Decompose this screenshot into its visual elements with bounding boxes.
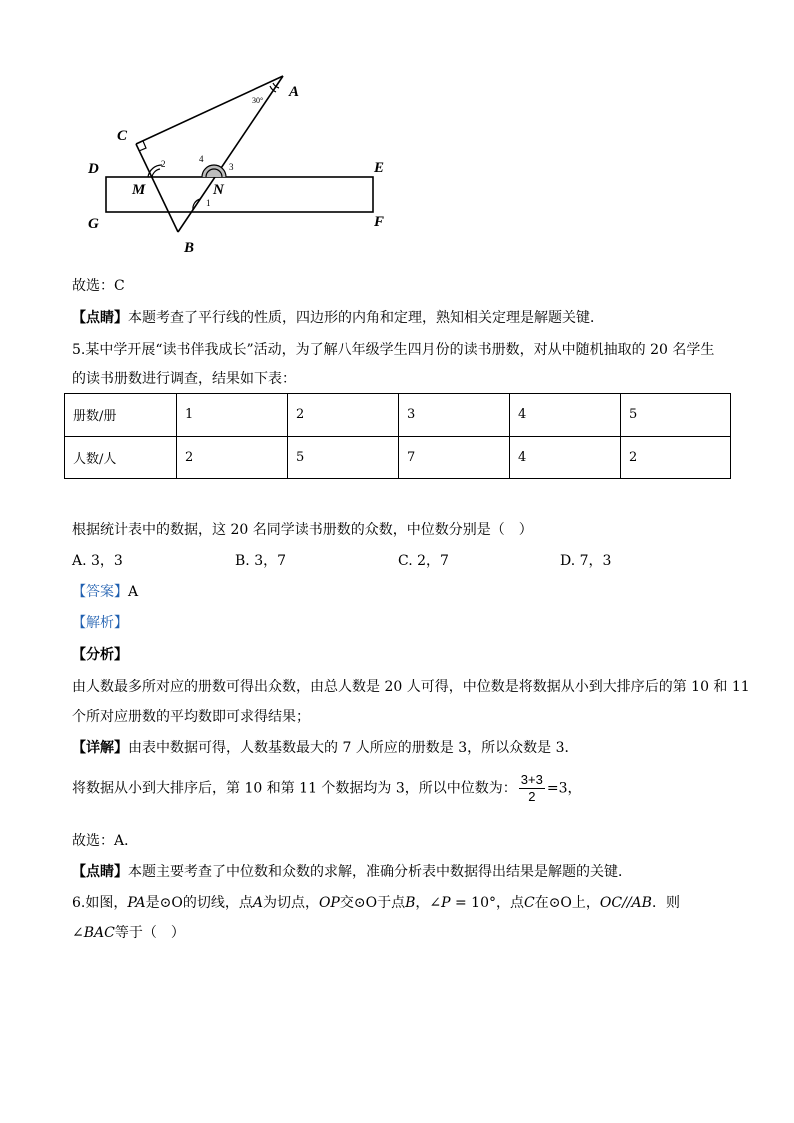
table-cell: 人数/人 [65, 436, 177, 479]
table-cell: 3 [399, 394, 510, 437]
table-cell: 4 [510, 394, 621, 437]
q5-comment-tag: 【点睛】 [72, 864, 128, 880]
q6-symbol: P [441, 895, 451, 911]
q6-text: 6.如图， [72, 895, 128, 911]
detail-tag: 【详解】 [72, 740, 128, 756]
label-d: D [88, 161, 99, 177]
q6-symbol: A [252, 895, 263, 911]
q6-symbol: C [523, 895, 535, 911]
fenxi-line1: 由人数最多所对应的册数可得出众数，由总人数是 20 人可得，中位数是将数据从小到大排序后的第 10 和 11 [72, 679, 750, 695]
table-cell: 7 [399, 436, 510, 479]
label-b: B [184, 240, 195, 256]
q5-stem-line2: 的读书册数进行调查，结果如下表： [72, 371, 296, 387]
q6-symbol: ⊙O [548, 895, 572, 911]
angle-arc-2-inner [152, 169, 160, 177]
median-result: =3， [546, 780, 582, 797]
table-row [65, 394, 731, 437]
label-m: M [132, 182, 146, 198]
q6-symbol: OP [318, 895, 340, 911]
label-f: F [374, 214, 385, 230]
table-cell: 2 [177, 436, 288, 479]
q6-text: 在 [534, 895, 549, 911]
median-text: 将数据从小到大排序后，第 10 和第 11 个数据均为 3，所以中位数为： [72, 780, 517, 797]
q4-comment [72, 307, 604, 327]
q5-option-b: B. 3，7 [235, 553, 287, 569]
q5-option-c: C. 2，7 [398, 553, 449, 569]
q6-text: 于点 [377, 895, 406, 911]
label-a: A [289, 84, 300, 100]
analysis-tag: 【解析】 [72, 615, 128, 631]
q6-text: ，∠ [415, 895, 442, 911]
label-c: C [117, 128, 128, 144]
q5-choice: 故选：A． [72, 833, 139, 849]
q4-comment-text: 本题考查了平行线的性质，四边形的内角和定理，熟知相关定理是解题关键． [128, 310, 604, 326]
q6-text: 的切线，点 [182, 895, 253, 911]
q6-symbol: ⊙O [159, 895, 183, 911]
median-line [72, 772, 582, 805]
q5-comment [72, 861, 632, 881]
q5-stem-line1: 5.某中学开展“读书伴我成长”活动，为了解八年级学生四月份的读书册数，对从中随机抽取的 20 名学生 [72, 342, 715, 358]
q5-option-a: A. 3，3 [72, 553, 123, 569]
median-fraction [519, 772, 545, 805]
q6-line2 [72, 922, 185, 942]
rectangle-defg [106, 177, 373, 212]
q6-text: = 10°，点 [450, 895, 524, 911]
table-cell: 5 [621, 394, 731, 437]
table-cell: 2 [621, 436, 731, 479]
answer-value: A [128, 584, 139, 600]
table-row [65, 436, 731, 479]
q6-symbol: ⊙O [353, 895, 378, 911]
q5-answer [72, 581, 138, 601]
q6-line1 [72, 892, 680, 912]
q6-symbol: B [405, 895, 416, 911]
table-cell: 5 [288, 436, 399, 479]
q6-text: 是 [145, 895, 160, 911]
q6-symbol: BAC [83, 925, 115, 941]
q6-text: ∠ [72, 925, 84, 941]
q5-option-d: D. 7，3 [560, 553, 612, 569]
detail-line [72, 737, 579, 757]
fenxi-line2: 个所对应册数的平均数即可求得结果； [72, 709, 310, 725]
answer-tag: 【答案】 [72, 584, 128, 600]
segment-ab [178, 76, 283, 232]
table-cell: 1 [177, 394, 288, 437]
geometry-figure [80, 68, 400, 258]
table-cell: 4 [510, 436, 621, 479]
detail-text: 由表中数据可得，人数基数最大的 7 人所应的册数是 3，所以众数是 3． [128, 740, 579, 756]
q6-text: 等于（ ） [114, 925, 185, 941]
angle-label-2: 2 [161, 159, 166, 169]
q5-comment-text: 本题主要考查了中位数和众数的求解，准确分析表中数据得出结果是解题的关键． [128, 864, 632, 880]
q6-symbol: OC//AB [599, 895, 652, 911]
angle-label-4: 4 [199, 154, 204, 164]
q6-symbol: PA [127, 895, 146, 911]
angle-label-1: 1 [206, 198, 211, 208]
q6-text: 为切点， [262, 895, 319, 911]
q5-question: 根据统计表中的数据，这 20 名同学读书册数的众数，中位数分别是（ ） [72, 522, 533, 538]
fenxi-tag: 【分析】 [72, 647, 128, 663]
fraction-denominator: 2 [528, 789, 536, 804]
angle-label-30: 30° [252, 96, 264, 105]
label-e: E [374, 160, 385, 176]
angle-label-3: 3 [229, 162, 234, 172]
q6-text: 上， [571, 895, 600, 911]
table-cell: 册数/册 [65, 394, 177, 437]
table-cell: 2 [288, 394, 399, 437]
label-n: N [213, 182, 224, 198]
fraction-numerator: 3+3 [520, 772, 543, 787]
q4-comment-tag: 【点睛】 [72, 310, 128, 326]
q6-text: 交 [339, 895, 354, 911]
label-g: G [88, 216, 99, 232]
q6-text: ．则 [651, 895, 680, 911]
q4-choice: 故选：C [72, 278, 125, 294]
q5-table [64, 393, 731, 479]
